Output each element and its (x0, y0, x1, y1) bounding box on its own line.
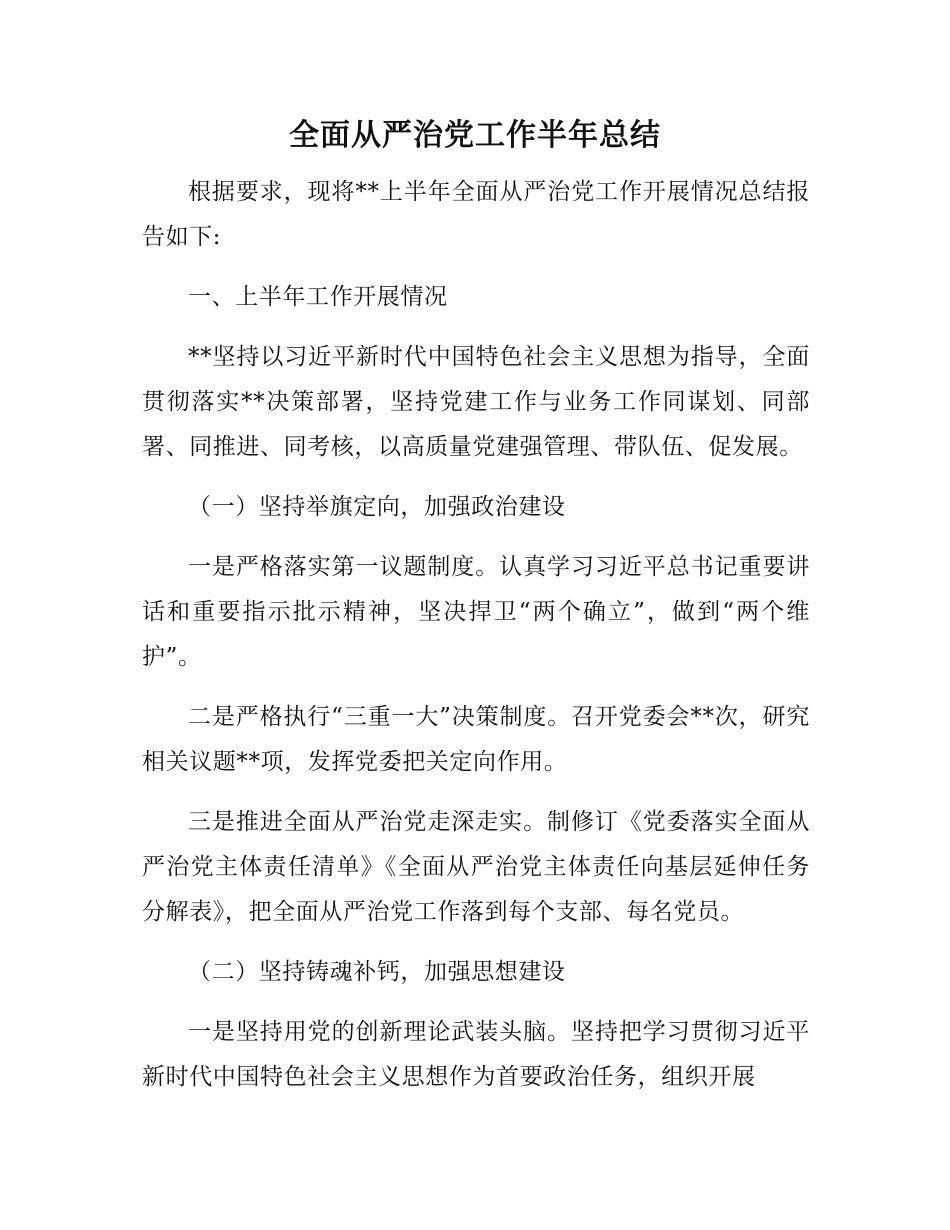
section-heading-1: 一、上半年工作开展情况 (188, 284, 448, 310)
intro-paragraph: 根据要求，现将**上半年全面从严治党工作开展情况总结报告如下: (142, 179, 810, 250)
document-title: 全面从严治党工作半年总结 (289, 118, 661, 153)
item-paragraph-1: 一是严格落实第一议题制度。认真学习习近平总书记重要讲话和重要指示批示精神，坚决捍卫“两个确立”，做到“两个维护”。 (142, 554, 810, 670)
item-paragraph-3: 三是推进全面从严治党走深走实。制修订《党委落实全面从严治党主体责任清单》《全面从严治党主体责任向基层延伸任务分解表》，把全面从严治党工作落到每个支部、每名党员。 (142, 809, 810, 925)
document-body (142, 170, 810, 1115)
subsection-heading-1: （一）坚持举旗定向，加强政治建设 (188, 494, 566, 520)
subsection-heading-2: （二）坚持铸魂补钙，加强思想建设 (188, 959, 566, 985)
overview-paragraph: **坚持以习近平新时代中国特色社会主义思想为指导，全面贯彻落实**决策部署，坚持党建工作与业务工作同谋划、同部署、同推进、同考核，以高质量党建强管理、带队伍、促发展。 (142, 344, 810, 460)
item-paragraph-2: 二是严格执行“三重一大”决策制度。召开党委会**次，研究相关议题**项，发挥党委把关定向作用。 (142, 704, 810, 775)
item-paragraph-4: 一是坚持用党的创新理论武装头脑。坚持把学习贯彻习近平新时代中国特色社会主义思想作为首要政治任务，组织开展 (142, 1019, 810, 1090)
